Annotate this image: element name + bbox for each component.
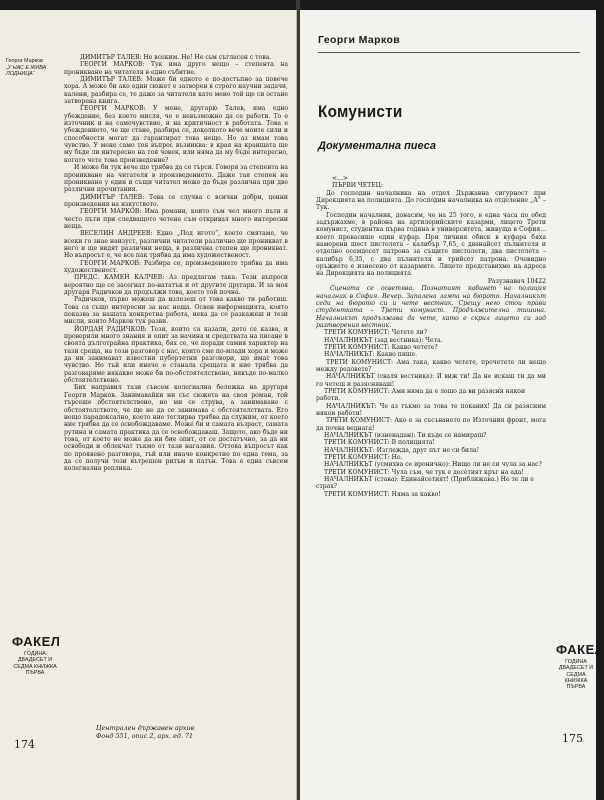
piece-title: Комунисти (318, 102, 403, 121)
text-paragraph: Разузнавач 10422 (487, 277, 546, 285)
left-text-column (64, 54, 288, 473)
text-paragraph: Господин началник, донасям, че на 25 того, в една часа по обед задържахме, в района на артилерийските казарми, лицето Трети комунист, студентка първа година в университета, живуща в София... което превасише един куфар. При личния обиск в куфара бяха намерени шест пистолета – калибър 7,65, с дванайсет пълнителя и отделно осемдесет патрона за същите пистолети, два пистолета – калибър 6,35, с два пълнителя и трийсет патрона. Очевидно оръжието е изнесено от казармите. Лицето представихме на адреса на Дирекцията на полицията. (316, 211, 546, 278)
text-paragraph: ГЕОРГИ МАРКОВ: Тук има друго нещо – степента на проникване на читателя в едно събитие. (64, 61, 288, 76)
text-paragraph: ТРЕТИ КОМУНИСТ: Ако е за съсъването по Източния фронт, мога да почна веднага! (316, 417, 546, 432)
text-paragraph: <...> (332, 175, 349, 182)
text-paragraph: НАЧАЛНИКЪТ (зад вестника): Чета. (324, 336, 443, 344)
text-paragraph: ЙОРДАН РАДИЧКОВ: Тези, които са казали, дето се казва, и проверили много знания и опит за начина и средствата на писане в своята дълготрайна практика, бях се, че поради самия характер на тази среща, на този разговор с нас, които сме по-млади хора и може да ни занимават известни пубертетни разговори, ще имат това чувство. Но тъй или иначе е станала срещата и ние трябва да разговаряме някакво може би по-обстоятелствено, някъде по-малко обстоятелствено. (64, 325, 288, 385)
text-paragraph: ДИМИТЪР ТАЛЕВ: Не всеким. Не! Не сьм съгласен с това. (80, 54, 272, 61)
running-head-author: Георги Марков (318, 34, 401, 46)
magazine-issue-label: ГОДИНА ДВАДЕСЕТ И СЕДМА КНИЖКА ПЪРВА (13, 651, 57, 676)
side-author-title: „У НАС Е ЖИВА ЛОДНИЦА“ (6, 64, 47, 78)
text-paragraph: НАЧАЛНИКЪТ (става): Единайсетият! (Приближава.) Не те ли е страх? (316, 476, 534, 491)
magazine-logo: ФАКЕЛ (12, 634, 61, 649)
text-paragraph: Бих направил тази съвсем колегиална бележка на другаря Георги Марков. Занимавайки ни със сюжета на своя роман, той търсеше обстоятелствено, но ми се струва, а занимаване с обстоятелството, че ще не да се занимава с обстоятелствата. Его нещо парадоксално, което ние теглирва трябва да служим, от което ние трябва да се освобождаваме. Може би и самата възраст, самата рутина и самата практика да се освобождаваш. Защото, ако бъде ни това, от което не може да ни бие опит, от се достатъчно, за да ни освободи и облекчат тъкмо от тази нагазвия. Оттова въпросът как по проявено разговора, тъй или иначе конкретно по една тема, за да се получи този вътрешен ритъм и патън. Това е една съвсем колегиална реплика. (64, 384, 288, 473)
text-paragraph: ТРЕТИ КОМУНИСТ: Четете ли? (324, 329, 428, 337)
text-paragraph: НАЧАЛНИКЪТ (сваля вестника): Я виж ти! Да не искаш ти да ми го четеш и разясняваш! (316, 373, 546, 388)
magazine-issue-label: ГОДИНА ДВАДЕСЕТ И СЕДМА КНИЖКА ПЪРВА (558, 659, 594, 691)
text-paragraph: ПРЕДС. КАМЕН КАЛЧЕВ: Аз предлагам така. Тези въпроси вероятно ще се засегнат по-нататък и от другите другари. И за моя другаря Радичков да продължи това, което той почна. (64, 274, 288, 296)
magazine-logo: ФАКЕЛ (556, 642, 604, 657)
text-paragraph: ПЪРВИ ЧЕТЕЦ: (332, 182, 384, 190)
side-author-name: Георги Марков (6, 58, 43, 64)
text-paragraph: ТРЕТИ КОМУНИСТ: Няма за какво! (324, 490, 441, 498)
text-paragraph: ДИМИТЪР ТАЛЕВ: Може би едното е по-достъпно за повече хора. А може би ако един сюжет е затворен в строго научни задачи, калени, разбира се, те даже за читателя като мене той ще си остане затворена книга. (64, 76, 288, 106)
text-paragraph: Радичков, първо можеш да излезеш от това какво ти работиш. Това са също интересни за нас неща. Освен информацията, която показва за нашата конкретна работа, нека да се разкажеш и тези мисли, които Марков тук разви. (64, 296, 288, 326)
text-paragraph: ВЕСЕЛИН АНДРЕЕВ: Едно „Под игото“, което смятаме, че всеки го знае наизуст, различни читатели различно ще проникват в него и ще видят различни неща, в различна степен ще проникват. Но въпросът е, че все пак трябва да има художественост. (64, 230, 288, 260)
text-paragraph: ТРЕТИ КОМУНИСТ: Не. (324, 454, 403, 462)
text-paragraph: ГЕОРГИ МАРКОВ: У мене, другарю Талев, има едно убеждение, без което мисля, че е невъзможно да се работи. То е източник и на самочувствие, и на критичност в работата. Това е убеждението, че ще стане, разбира се, доколкото вече моите сили и способности могат да гарантират това нещо. Но аз имам това чувство. У мене само тоя въпрос възниква: в края на краищата ще му бъде ли интересно на тоя човек, или няма да му бъде интересно, когато чете това произведение? (64, 105, 288, 164)
text-paragraph: ДИМИТЪР ТАЛЕВ: Това се случва с всички добри, ценни произведения на изкуството. (64, 193, 288, 208)
magazine-logo-block (556, 642, 604, 691)
right-page (300, 10, 604, 800)
text-paragraph: До господин началника на отдел Държавна сигурност при Дирекцията на полицията. До господин началника на отделение „А“ – Тук. (316, 189, 546, 212)
text-paragraph: НАЧАЛНИКЪТ: Какво пише. (324, 351, 418, 359)
text-paragraph: НАЧАЛНИКЪТ (усмихва се иронично): Нищо ли не си чула за нас? (324, 461, 542, 469)
archive-source (96, 724, 256, 740)
text-paragraph: ГЕОРГИ МАРКОВ: Разбира се, произведението трябва да има художественост. (64, 259, 288, 274)
archive-line: Фонд 551, опис 2, арх. ед. 71 (96, 732, 194, 741)
page-number: 175 (562, 732, 583, 745)
text-paragraph: ГЕОРГИ МАРКОВ: Има романи, които съм чел много пъти и често пъти при следващото четене съм откривал много интересни неща. (64, 208, 288, 230)
header-rule (318, 52, 580, 53)
side-author-note (6, 58, 62, 78)
piece-subtitle: Документална пиеса (318, 140, 437, 152)
magazine-logo-block (12, 634, 61, 676)
left-page (0, 10, 297, 800)
page-number: 174 (14, 738, 35, 751)
right-text-column (316, 175, 546, 498)
text-paragraph: ТРЕТИ КОМУНИСТ: Ами няма да е лошо да ви разясня някои работи. (316, 387, 526, 403)
text-paragraph: НАЧАЛНИКЪТ: Изглежда, друг път не си била! (324, 446, 480, 454)
text-paragraph: ТРЕТИ КОМУНИСТ: Ама така, какво четете, прочетете ли нещо между редовете? (316, 358, 546, 373)
text-paragraph: ТРЕТИ КОМУНИСТ: Какво четете? (324, 343, 438, 351)
text-paragraph: И може би тук вече ще трябва да се търси. Говоря за степента на проникване на читателя в произведението. Даже тая степен на проникване у един и същи читател може да бъде различна при две различни прочитания. (64, 164, 288, 194)
stage-direction: Сцената се осветява. Познатият кабинет на полиция началник в София. Вечер. Запалена лампа на бюрото. Началникът седи на бюрото си и чете вестник. Срещу него стои прави студентката – Трети комунист. Продължителна тишина. Началникът продължава да чете, като е скрил лицето си зад разтворения вестник. (316, 285, 546, 329)
text-paragraph: ТРЕТИ КОМУНИСТ: В полицията! (324, 439, 435, 447)
archive-line: Централен държавен архив (96, 724, 195, 732)
text-paragraph: НАЧАЛНИКЪТ (изненадан): Ти къде се намираш? (324, 432, 487, 440)
text-paragraph: ТРЕТИ КОМУНИСТ: Чула съм, че тук е десетият кръг на ада! (324, 468, 524, 476)
text-paragraph: НАЧАЛНИКЪТ: Че аз тъкмо за това те поканих! Да си разясним някои работи! (316, 402, 546, 417)
